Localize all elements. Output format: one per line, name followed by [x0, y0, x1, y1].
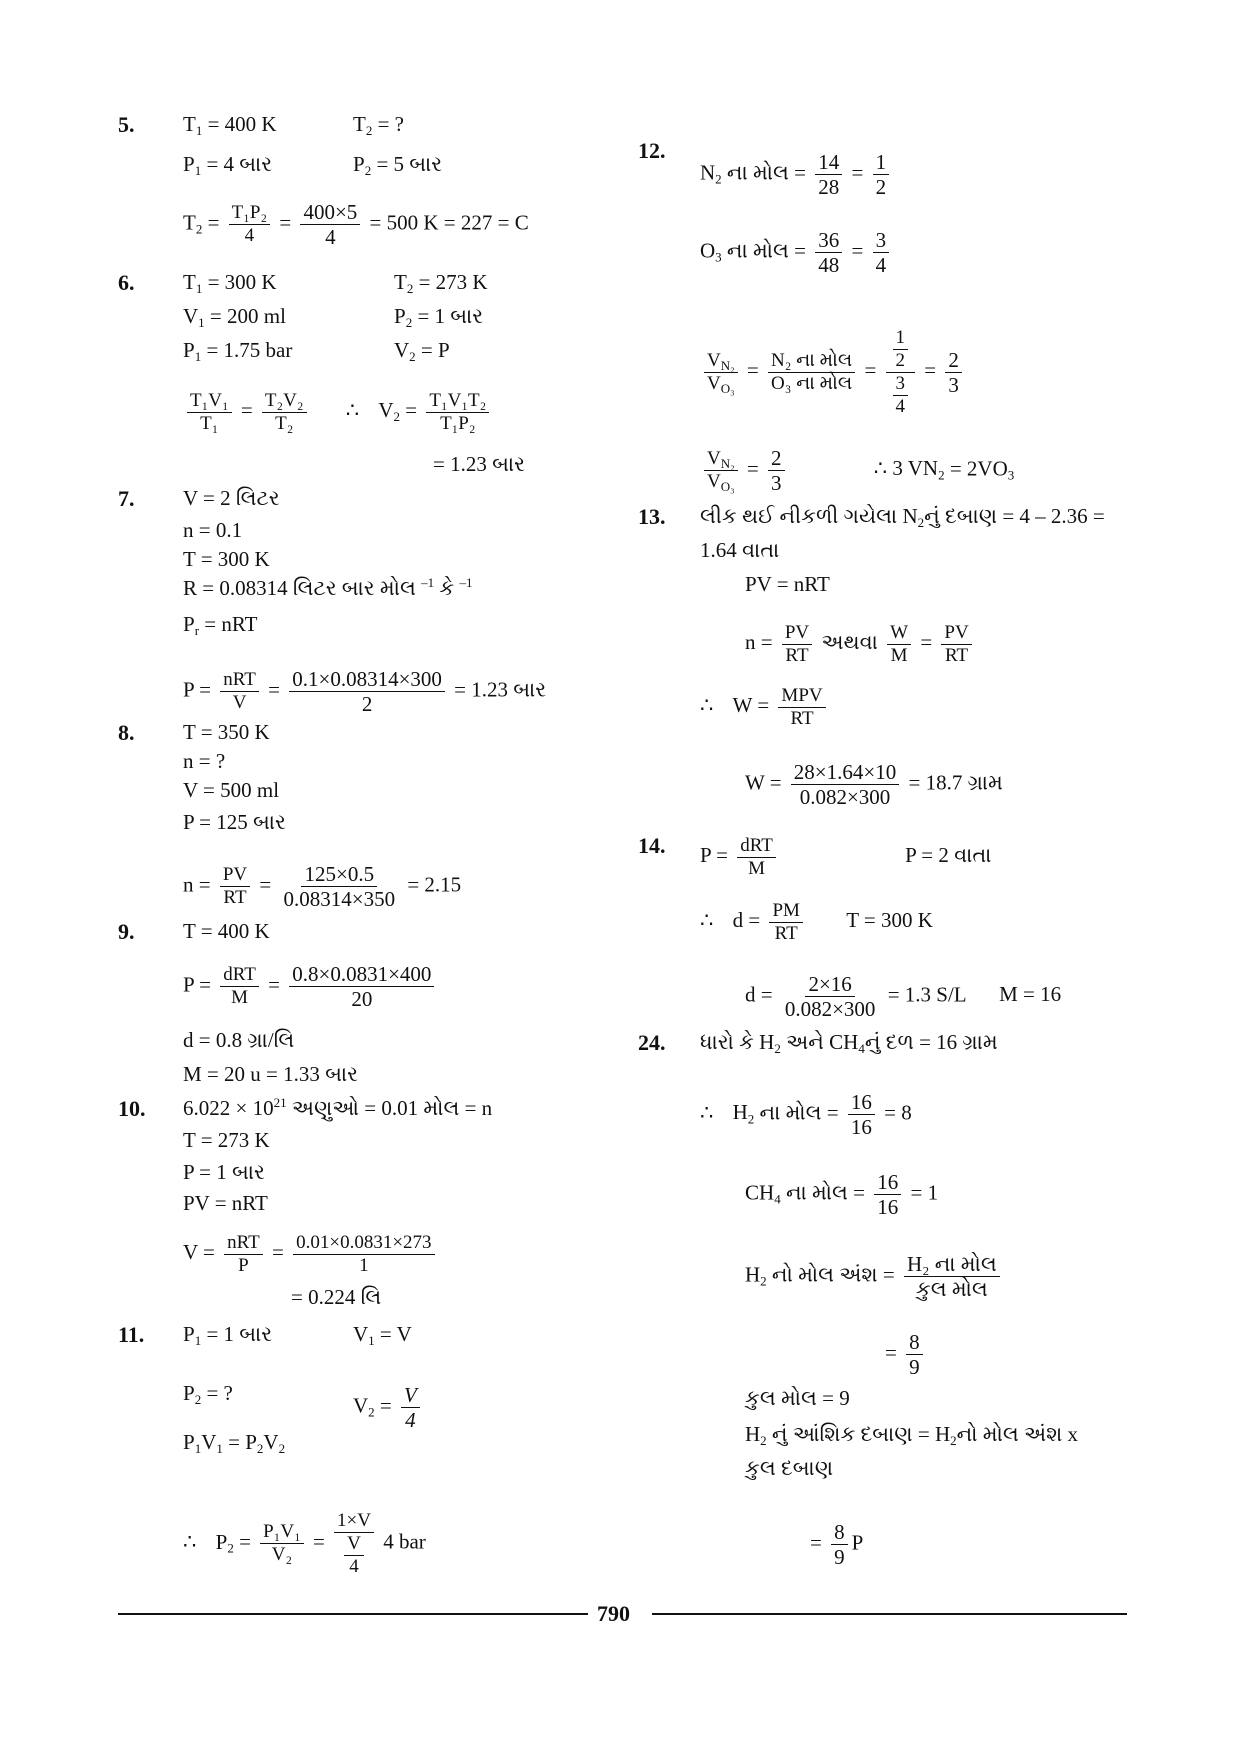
- p11-fraction-3: $\frac{1\times V}{\frac{V}{4}}$: [334, 1510, 374, 1578]
- p13-fraction-2: $\frac{W}{M}$: [887, 622, 911, 667]
- p12-result-equation: $\frac{V_{N_2}}{V_{O_3}}$ = $\frac{2}{3}$ ∴ 3 $VN_2 = 2VO_3$: [700, 446, 1014, 495]
- problem-8-number: 8.: [118, 720, 135, 745]
- p10-result: = 0.224 લિ: [291, 1285, 382, 1309]
- p14-line-2: ∴ d = $\frac{PM}{RT}$ T = 300 K: [700, 900, 933, 944]
- p8-fraction-1: $\frac{PV}{RT}$: [220, 864, 250, 909]
- p10-equation: V = $\frac{\text{nRT}}{P}$ = $\frac{0.01\times 0.0831\times 273}{1}$: [183, 1232, 439, 1277]
- p12-fraction-3: $\frac{36}{48}$: [815, 228, 842, 277]
- p11-fraction-3-denominator: $\frac{V}{4}$: [344, 1533, 364, 1578]
- p8-equation: n = $\frac{PV}{RT}$ = $\frac{125\times 0.5}{0.08314\times 350}$ = 2.15: [183, 862, 462, 912]
- p7-line-4: R = 0.08314 લિટર બાર મોલ $^{-1}$ કે $^{-1}$: [183, 575, 473, 600]
- p6-fraction-1: $\frac{\text{T₁V₁}}{\text{T₁}}$: [187, 390, 232, 435]
- p9-fraction-1: $\frac{\text{dRT}}{M}$: [220, 964, 259, 1009]
- p24-line-4: $H_2$ નો મોલ અંશ = $\frac{\text{H₂ ના મોલ}}{\text{કુલ મોલ}}$: [745, 1252, 1004, 1301]
- p24-line-9: = $\frac{8}{9}$ P: [810, 1520, 864, 1570]
- problem-24-number: 24.: [638, 1030, 666, 1055]
- p24-fraction-5: $\frac{8}{9}$: [831, 1520, 848, 1569]
- p7-line-1: V = 2 લિટર: [183, 486, 280, 510]
- p5-line-2a: $P_1 = 4$ બાર: [183, 152, 273, 178]
- p12-fraction-7-denominator: $\frac{3}{4}$: [893, 373, 909, 418]
- problem-12-number: 12.: [638, 138, 666, 163]
- p9-line-3: d = 0.8 ગ્રા/લિ: [183, 1028, 295, 1052]
- p9-equation: P = $\frac{\text{dRT}}{M}$ = $\frac{0.8\times 0.0831\times 400}{20}$: [183, 962, 438, 1011]
- problem-13-number: 13.: [638, 504, 666, 529]
- p24-line-8: કુલ દબાણ: [745, 1456, 834, 1480]
- p11-equation: ∴ $P_2$ = $\frac{\text{P₁V₁}}{\text{V₂}}$ = $\frac{1\times V}{\frac{V}{4}}$ 4 bar: [183, 1510, 426, 1577]
- page-footer: [0, 1601, 1241, 1627]
- p12-fraction-7-numerator: $\frac{1}{2}$: [893, 327, 909, 372]
- p12-fraction-6: $\frac{\text{N₂ ના મોલ}}{\text{O₃ ના મોલ}}$: [768, 350, 855, 395]
- p12-fraction-2: $\frac{1}{2}$: [873, 150, 890, 199]
- p6-line-3a: $P_1 = 1.75$ bar: [183, 338, 293, 364]
- p24-line-6: કુલ મોલ = 9: [745, 1386, 850, 1410]
- p24-line-5: = $\frac{8}{9}$: [885, 1330, 927, 1379]
- p24-fraction-4: $\frac{8}{9}$: [906, 1330, 923, 1379]
- p9-line-4: M = 20 u = 1.33 બાર: [183, 1062, 358, 1086]
- p12-ratio-equation: $\frac{V_{N_2}}{V_{O_3}}$ = $\frac{\text{N₂ ના મોલ}}{\text{O₃ ના મોલ}}$ = $\frac{\frac{1}{2}}{\frac{3}{4}}$ = $\frac{2}{3}$: [700, 327, 966, 417]
- p9-fraction-2: $\frac{0.8\times 0.0831\times 400}{20}$: [289, 962, 434, 1011]
- page-number: 790: [597, 1601, 630, 1626]
- p24-fraction-1: $\frac{16}{16}$: [848, 1090, 875, 1139]
- p6-fraction-3: $\frac{\text{T₁V₁T₂}}{\text{T₁P₂}}$: [426, 390, 489, 435]
- p24-fraction-2: $\frac{16}{16}$: [874, 1170, 901, 1219]
- p10-line-3: P = 1 બાર: [183, 1160, 265, 1184]
- p5-fraction-2: $\frac{400\times 5}{4}$: [300, 200, 360, 249]
- p13-line-6: W = $\frac{28\times 1.64\times 10}{0.082\times 300}$ = 18.7 ગ્રામ: [745, 760, 1003, 810]
- p6-line-1a: $T_1 = 300$ K: [183, 270, 277, 296]
- p10-line-1: $6.022 \times 10^{21}$ અણુઓ = 0.01 મોલ = n: [183, 1095, 493, 1120]
- p11-line-1a: $P_1 = 1$ બાર: [183, 1322, 273, 1348]
- p7-line-2: n = 0.1: [183, 518, 243, 542]
- p12-fraction-10: $\frac{2}{3}$: [768, 446, 785, 495]
- p8-line-4: P = 125 બાર: [183, 810, 286, 834]
- p13-line-2: 1.64 વાતા: [700, 538, 780, 562]
- p8-line-2: n = ?: [183, 749, 226, 773]
- p6-line-3b: $V_2 = P$: [394, 338, 450, 364]
- p13-fraction-3: $\frac{PV}{RT}$: [941, 622, 971, 667]
- p5-line-2b: $P_2 = 5$ બાર: [353, 152, 443, 178]
- problem-5-number: 5.: [118, 112, 135, 137]
- p14-fraction-1: $\frac{\text{dRT}}{M}$: [737, 835, 776, 880]
- problem-11-number: 11.: [118, 1322, 145, 1347]
- p11-line-2b: $V_2$ = $\frac{V}{4}$: [353, 1383, 424, 1432]
- p5-equation: $T_2$ = $\frac{\text{T₁P₂}}{4}$ = $\frac{400\times 5}{4}$ = 500 K = 227 = C: [183, 200, 529, 250]
- p7-line-5: $P_r$ = nRT: [183, 612, 258, 638]
- problem-9-number: 9.: [118, 919, 135, 944]
- problem-14-number: 14.: [638, 833, 666, 858]
- p12-fraction-5: $\frac{V_{N_2}}{V_{O_3}}$: [704, 350, 738, 395]
- p10-fraction-1: $\frac{\text{nRT}}{P}$: [224, 1232, 263, 1277]
- p7-equation: P = $\frac{\text{nRT}}{V}$ = $\frac{0.1\times 0.08314\times 300}{2}$ = 1.23 બાર: [183, 667, 547, 717]
- p11-fraction-1: $\frac{V}{4}$: [401, 1383, 420, 1432]
- p13-line-5: ∴ W = $\frac{\text{MPV}}{RT}$: [700, 685, 830, 730]
- p12-fraction-4: $\frac{3}{4}$: [873, 228, 890, 277]
- p7-line-3: T = 300 K: [183, 547, 270, 571]
- p11-line-1b: $V_1 = V$: [353, 1322, 412, 1348]
- p6-equation: $\frac{\text{T₁V₁}}{\text{T₁}}$ = $\frac{\text{T₂V₂}}{\text{T₂}}$ ∴ $V_2$ = $\frac{\text{T₁V₁T₂}}{\text{T₁P₂}}$: [183, 390, 493, 435]
- p24-line-1: ધારો કે $H_2$ અને $CH_4નું$ દળ = 16 ગ્રામ: [700, 1030, 998, 1056]
- p5-line-1a: $T_1 = 400$ K: [183, 112, 277, 138]
- p24-fraction-3: $\frac{\text{H₂ ના મોલ}}{\text{કુલ મોલ}}$: [904, 1252, 1000, 1301]
- p6-result: = 1.23 બાર: [433, 452, 525, 476]
- p10-line-4: PV = nRT: [183, 1191, 268, 1215]
- p12-fraction-1: $\frac{14}{28}$: [815, 150, 842, 199]
- p7-fraction-1: $\frac{\text{nRT}}{V}$: [220, 669, 259, 714]
- p7-fraction-2: $\frac{0.1\times 0.08314\times 300}{2}$: [289, 667, 445, 716]
- p13-line-4: n = $\frac{PV}{RT}$ અથવા $\frac{W}{M}$ = $\frac{PV}{RT}$: [745, 622, 976, 667]
- p13-fraction-1: $\frac{PV}{RT}$: [782, 622, 812, 667]
- p11-line-2a: $P_2$ = ?: [183, 1381, 233, 1407]
- p14-line-3: d = $\frac{2\times 16}{0.082\times 300}$ = 1.3 S/L M = 16: [745, 972, 1062, 1022]
- p8-line-3: V = 500 ml: [183, 778, 280, 802]
- p5-fraction-1: $\frac{\text{T₁P₂}}{4}$: [229, 202, 270, 247]
- footer-rule-right: [652, 1613, 1127, 1615]
- p13-fraction-4: $\frac{\text{MPV}}{RT}$: [778, 685, 825, 730]
- p6-fraction-2: $\frac{\text{T₂V₂}}{\text{T₂}}$: [262, 390, 307, 435]
- p10-fraction-2: $\frac{0.01\times 0.0831\times 273}{1}$: [293, 1232, 434, 1277]
- p6-line-2b: $P_2 = 1$ બાર: [394, 304, 484, 330]
- problem-6-number: 6.: [118, 270, 135, 295]
- p8-line-1: T = 350 K: [183, 720, 270, 744]
- p13-fraction-5: $\frac{28\times 1.64\times 10}{0.082\times 300}$: [791, 760, 899, 809]
- problem-7-number: 7.: [118, 486, 135, 511]
- p12-line-2: $O_3$ ના મોલ = $\frac{36}{48}$ = $\frac{3}{4}$: [700, 228, 893, 277]
- p10-line-2: T = 273 K: [183, 1128, 270, 1152]
- p8-fraction-2: $\frac{125\times 0.5}{0.08314\times 350}$: [283, 862, 396, 912]
- p24-line-2: ∴ $H_2$ ના મોલ = $\frac{16}{16}$ = 8: [700, 1090, 912, 1140]
- p6-line-2a: $V_1 = 200$ ml: [183, 304, 286, 330]
- p11-line-3: $P_1V_1 = P_2V_2$: [183, 1430, 286, 1456]
- p5-line-1b: $T_2$ = ?: [353, 112, 404, 138]
- p14-fraction-3: $\frac{2\times 16}{0.082\times 300}$: [784, 972, 876, 1022]
- p14-fraction-2: $\frac{PM}{RT}$: [769, 900, 802, 945]
- p12-fraction-7: [886, 327, 916, 417]
- p12-fraction-9: $\frac{V_{N_2}}{V_{O_3}}$: [704, 448, 738, 493]
- p14-line-1: P = $\frac{\text{dRT}}{M}$ P = 2 વાતા: [700, 835, 992, 879]
- p11-fraction-2: $\frac{\text{P₁V₁}}{\text{V₂}}$: [260, 1521, 304, 1566]
- p6-line-1b: $T_2 = 273$ K: [394, 270, 488, 296]
- p13-line-3: PV = nRT: [745, 572, 830, 596]
- p24-line-7: $H_2$ નું આંશિક દબાણ = $H_2નો$ મોલ અંશ x: [745, 1422, 1079, 1448]
- problem-10-number: 10.: [118, 1096, 146, 1121]
- footer-rule-left: [118, 1613, 588, 1615]
- p13-line-1: લીક થઈ નીકળી ગયેલા $N_2નું$ દબાણ = 4 – 2.36 =: [700, 504, 1105, 530]
- p24-line-3: $CH_4$ ના મોલ = $\frac{16}{16}$ = 1: [745, 1170, 939, 1220]
- p9-line-1: T = 400 K: [183, 919, 270, 943]
- p12-line-1: $N_2$ ના મોલ = $\frac{14}{28}$ = $\frac{1}{2}$: [700, 150, 893, 199]
- p12-fraction-8: $\frac{2}{3}$: [945, 348, 962, 397]
